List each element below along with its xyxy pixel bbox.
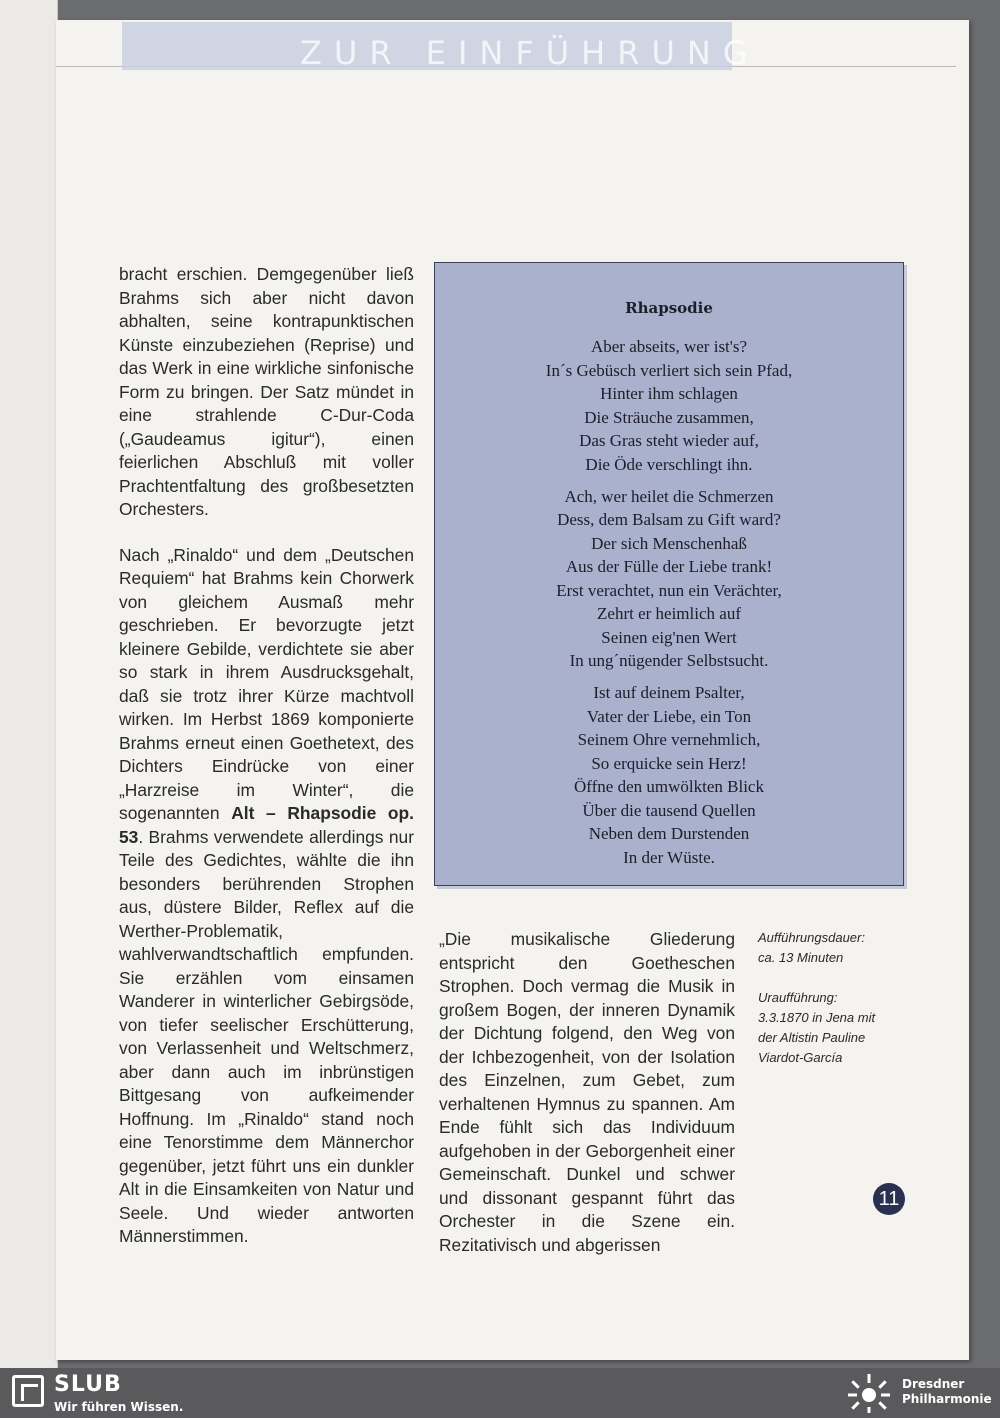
verse-line: Über die tausend Quellen <box>582 800 756 820</box>
page-number: 11 <box>873 1183 905 1215</box>
verse-line: Die Sträuche zusammen, <box>584 407 754 427</box>
work-title-bold: Alt – Rhapsodie op. 53 <box>119 803 414 847</box>
verse-line: Aus der Fülle der Liebe trank! <box>565 557 773 576</box>
text-run: Nach „Rinaldo“ und dem „Deutschen Requiem“ hat Brahms kein Chorwerk von gleichem Ausmaß mehr geschrieben. Er bevorzugte jetzt kleinere Gebilde, verdichtete sie aber so stark in ihrem Ausdrucksgehalt, daß sie trotz ihrer Kürze machtvoll wirken. Im Herbst 1869 komponierte Brahms erneut einen Goethetext, des Dichters Eindrücke von einer „Harzreise im Winter“, die sogenannten <box>119 544 414 823</box>
premiere-line: 3.3.1870 in Jena mit <box>758 1010 876 1025</box>
verse-line: So erquicke sein Herz! <box>591 753 747 773</box>
middle-text-column <box>439 928 735 1257</box>
premiere-line: Viardot-García <box>758 1050 843 1065</box>
verse-line: In ung´nügender Selbstsucht. <box>569 651 769 670</box>
previous-page-edge <box>0 0 58 1368</box>
library-tagline: Wir führen Wissen. <box>54 1400 184 1414</box>
partner-name-line: Philharmonie <box>902 1392 992 1406</box>
verse-line: Vater der Liebe, ein Ton <box>586 706 752 726</box>
stanza-3 <box>435 681 903 869</box>
premiere-label: Uraufführung: <box>758 990 838 1005</box>
paragraph: bracht erschien. Demgegenüber ließ Brahms sich aber nicht davon abhalten, seine kontrapunktischen Künste einzubeziehen (Reprise) und das Werk in eine wirkliche sinfonische Form zu bringen. Der Satz mündet in eine strahlende C-Dur-Coda („Gaudeamus igitur“), einen feierlichen Abschluß mit voller Prachtentfaltung des großbesetzten Orchesters. <box>119 264 414 519</box>
viewer-footer <box>0 1368 1000 1418</box>
philharmonie-logo-icon[interactable] <box>842 1373 896 1413</box>
poem-text <box>435 335 903 878</box>
verse-line: Ist auf deinem Psalter, <box>593 683 745 702</box>
stanza-2 <box>435 485 903 673</box>
verse-line: Die Öde verschlingt ihn. <box>585 454 753 474</box>
partner-name-line: Dresdner <box>902 1377 965 1391</box>
section-title: ZUR EINFÜHRUNG <box>300 34 760 72</box>
verse-line: In der Wüste. <box>623 847 715 867</box>
verse-line: Das Gras steht wieder auf, <box>579 431 759 450</box>
verse-line: In´s Gebüsch verliert sich sein Pfad, <box>545 360 793 380</box>
left-text-column <box>119 263 414 1271</box>
paragraph: „Die musikalische Gliederung entspricht den Goetheschen Strophen. Doch vermag die Musik in großem Bogen, der inneren Dynamik der Dichtung folgend, den Weg von der Ichbezogenheit, von der Isolation des Einzelnen, zum Gebet, zum verhaltenen Hymnus zu spannen. Am Ende fühlt sich das Individuum aufgehoben in der Geborgenheit einer Gemeinschaft. Dunkel und schwer und dissonant gespannt führt das Orchester in die Szene ein. Rezitativisch und abgerissen <box>439 929 735 1255</box>
slub-logo-icon[interactable] <box>12 1375 44 1407</box>
verse-line: Hinter ihm schlagen <box>600 384 738 403</box>
side-notes <box>758 928 918 1088</box>
paragraph <box>119 544 414 1249</box>
verse-line: Erst verachtet, nun ein Verächter, <box>556 580 782 600</box>
verse-line: Seinen eig'nen Wert <box>601 627 737 647</box>
poem-box <box>434 262 904 886</box>
verse-line: Ach, wer heilet die Schmerzen <box>564 486 774 506</box>
stanza-1 <box>435 335 903 476</box>
partner-name[interactable] <box>902 1377 992 1407</box>
premiere-line: der Altistin Pauline <box>758 1030 866 1045</box>
verse-line: Dess, dem Balsam zu Gift ward? <box>557 510 781 529</box>
verse-line: Öffne den umwölkten Blick <box>574 777 764 796</box>
verse-line: Aber abseits, wer ist's? <box>590 337 748 356</box>
library-name[interactable]: SLUB <box>54 1372 122 1397</box>
duration-label: Aufführungsdauer: <box>758 930 865 945</box>
text-run: . Brahms verwendete allerdings nur Teile des Gedichtes, wählte die ihn besonders berührenden Strophen aus, düstere Bilder, Reflex auf die Werther-Problematik, wahlverwandtschaftlich empfunden. Sie erzählen vom einsamen Wanderer in winterlicher Gebirgsöde, von tiefer seelischer Erschütterung, von Verlassenheit und Weltschmerz, aber dann auch im inbrünstigen Bittgesang von aufkeimender Hoffnung. Im „Rinaldo“ stand noch eine Tenorstimme dem Männerchor gegenüber, jetzt führt uns ein dunkler Alt in die Einsamkeiten von Natur und Seele. Und wieder antworten Männerstimmen. <box>119 826 414 1246</box>
duration-note <box>758 928 918 968</box>
verse-line: Der sich Menschenhaß <box>591 533 747 553</box>
verse-line: Zehrt er heimlich auf <box>597 604 741 623</box>
verse-line: Seinem Ohre vernehmlich, <box>577 730 761 749</box>
verse-line: Neben dem Durstenden <box>588 824 750 843</box>
poem-title: Rhapsodie <box>625 299 713 317</box>
duration-value: ca. 13 Minuten <box>758 950 844 965</box>
premiere-note <box>758 988 918 1068</box>
